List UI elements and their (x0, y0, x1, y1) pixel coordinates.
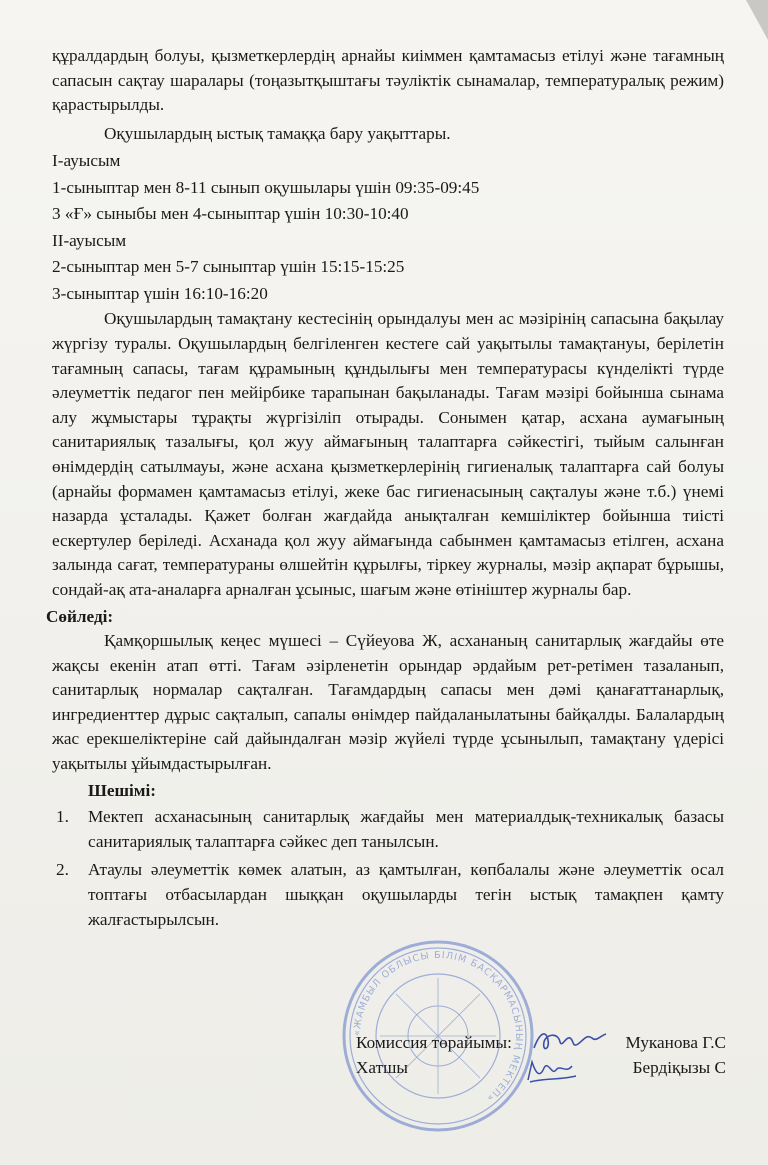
stamp-ring-text: «ЖАМБЫЛ ОБЛЫСЫ БІЛІМ БАСҚАРМАСЫНЫҢ МЕКТЕП» (351, 949, 525, 1105)
document-body (46, 44, 724, 936)
said-title: Сөйледі: (46, 606, 114, 626)
meal-schedule (52, 148, 724, 307)
said-paragraph: Қамқоршылық кеңес мүшесі – Сүйеуова Ж, асхананың санитарлық жағдайы өте жақсы екенін атап өтті. Тағам әзірленетін орындар әрдайым рет-ретімен тазаланып, санитарлық нормалар сақталған. Тағамдардың сапасы мен дәмі қанағаттанарлық, ингредиенттер дұрыс сақталып, сапалы өнімдер пайдаланылатыны байқалды. Балалардың жас ерекшеліктеріне сай дайындалған мәзір жүйелі түрде ұсынылып, тамақтану үдерісі уақытылы ұйымдастырылған. (52, 631, 724, 774)
decision-text: Атаулы әлеуметтік көмек алатын, аз қамтылған, көпбалалы және әлеуметтік осал топтағы отбасылардан шыққан оқушыларды тегін ыстық тамақпен қамту жалғастырылсын. (88, 860, 724, 929)
decision-title: Шешімі: (88, 780, 156, 800)
chair-handwritten-signature (530, 1026, 610, 1056)
schedule-line: 3 «Ғ» сыныбы мен 4-сыныптар үшін 10:30-10:40 (52, 204, 409, 224)
intro-paragraph: құралдардың болуы, қызметкерлердің арнайы киіммен қамтамасыз етілуі және тағамның сапасын сақтау шаралары (тоңазытқыштағы тәуліктік сынамалар, температуралық режим) қарастырылды. (52, 46, 724, 115)
schedule-line: 1-сыныптар мен 8-11 сынып оқушылары үшін 09:35-09:45 (52, 177, 480, 197)
decision-number: 2. (56, 860, 69, 880)
schedule-line: ІІ-ауысым (52, 230, 127, 250)
decision-item (52, 805, 724, 854)
page-corner-fold (746, 0, 768, 40)
chair-role: Комиссия төрайымы: (356, 1033, 512, 1052)
control-paragraph: Оқушылардың тамақтану кестесінің орындалуы мен ас мәзірінің сапасына бақылау жүргізу туралы. Оқушылардың белгіленген кестеге сай уақытылы тамақтануы, берілетін тағамның сапасы, тағам құрамының құндылығы мен температурасы күнделікті түрде әлеуметтік педагог пен мейірбике тарапынан бақыланады. Тағам мәзірі бойынша сынама алу жұмыстары тұрақты жүргізіліп отырады. Сонымен қатар, асхана аумағының санитариялық тазалығы, қол жуу аймағының талаптарға сәйкестігі, тыйым салынған өнімдердің сатылмауы, және асхана қызметкерлерінің гигиеналық талаптарға сай болуы (арнайы формамен қамтамасыз етілуі, жеке бас гигиенасының сақталуы және т.б.) үнемі назарда ұсталады. Қажет болған жағдайда анықталған кемшіліктер бойынша тиісті ескертулер беріледі. Асханада қол жуу аймағында сабынмен қамтамасыз етілген, асхана залында сағат, температураны өлшейтін құрылғы, тіркеу журналы, мәзір ақпарат бұрышы, сондай-ақ ата-аналарға арналған ұсыныс, шағым және өтініштер журналы бар. (52, 309, 724, 599)
schedule-line: І-ауысым (52, 151, 121, 171)
decision-list (52, 805, 724, 932)
secretary-role: Хатшы (356, 1058, 408, 1077)
decision-item (52, 858, 724, 932)
schedule-line: 3-сыныптар үшін 16:10-16:20 (52, 283, 268, 303)
secretary-handwritten-signature (522, 1056, 580, 1086)
schedule-heading: Оқушылардың ыстық тамаққа бару уақыттары. (104, 123, 451, 143)
secretary-name: Бердіқызы С (632, 1058, 726, 1077)
decision-text: Мектеп асханасының санитарлық жағдайы мен материалдық-техникалық базасы санитариялық талаптарға сәйкес деп танылсын. (88, 807, 724, 851)
chair-name: Муканова Г.С (625, 1033, 726, 1052)
decision-number: 1. (56, 807, 69, 827)
schedule-line: 2-сыныптар мен 5-7 сыныптар үшін 15:15-15:25 (52, 257, 405, 277)
